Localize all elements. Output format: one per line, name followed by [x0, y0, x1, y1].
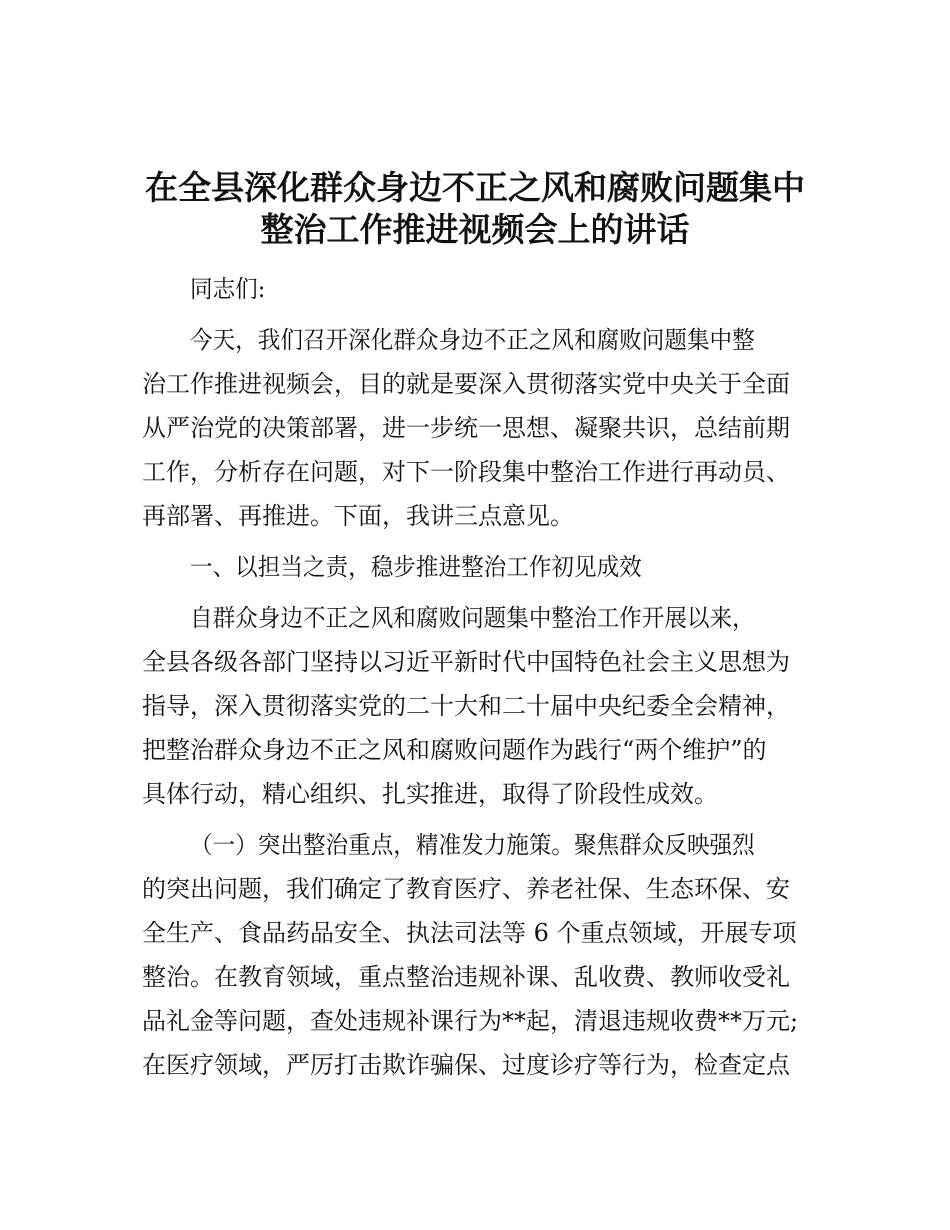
paragraph-line: 具体行动，精心组织、扎实推进，取得了阶段性成效。: [142, 780, 718, 808]
paragraph-line: 从严治党的决策部署，进一步统一思想、凝聚共识，总结前期: [142, 414, 790, 442]
paragraph-line: 的突出问题，我们确定了教育医疗、养老社保、生态环保、安: [142, 875, 790, 903]
paragraph-line: 把整治群众身边不正之风和腐败问题作为践行“两个维护”的: [142, 736, 767, 764]
paragraph-line: 工作，分析存在问题，对下一阶段集中整治工作进行再动员、: [142, 458, 790, 486]
paragraph-line: 全县各级各部门坚持以习近平新时代中国特色社会主义思想为: [142, 648, 790, 676]
paragraph-line: 自群众身边不正之风和腐败问题集中整治工作开展以来，: [190, 604, 755, 632]
paragraph-line: 全生产、食品药品安全、执法司法等 6 个重点领域，开展专项: [142, 919, 797, 947]
document-title-line-2: 整治工作推进视频会上的讲话: [260, 210, 690, 249]
paragraph-line: （一）突出整治重点，精准发力施策。聚焦群众反映强烈: [190, 831, 755, 859]
paragraph-line: 在医疗领域，严厉打击欺诈骗保、过度诊疗等行为，检查定点: [142, 1051, 790, 1079]
paragraph-line: 整治。在教育领域，重点整治违规补课、乱收费、教师收受礼: [142, 963, 790, 991]
paragraph-line: 品礼金等问题，查处违规补课行为**起，清退违规收费**万元;: [142, 1007, 799, 1035]
paragraph-line: 指导，深入贯彻落实党的二十大和二十届中央纪委全会精神，: [142, 692, 790, 720]
salutation: 同志们:: [190, 275, 266, 303]
section-heading: 一、以担当之责，稳步推进整治工作初见成效: [190, 553, 642, 581]
paragraph-line: 今天，我们召开深化群众身边不正之风和腐败问题集中整: [190, 326, 755, 354]
paragraph-line: 治工作推进视频会，目的就是要深入贯彻落实党中央关于全面: [142, 370, 790, 398]
document-title-line-1: 在全县深化群众身边不正之风和腐败问题集中: [145, 168, 805, 207]
paragraph-line: 再部署、再推进。下面，我讲三点意见。: [142, 502, 574, 530]
